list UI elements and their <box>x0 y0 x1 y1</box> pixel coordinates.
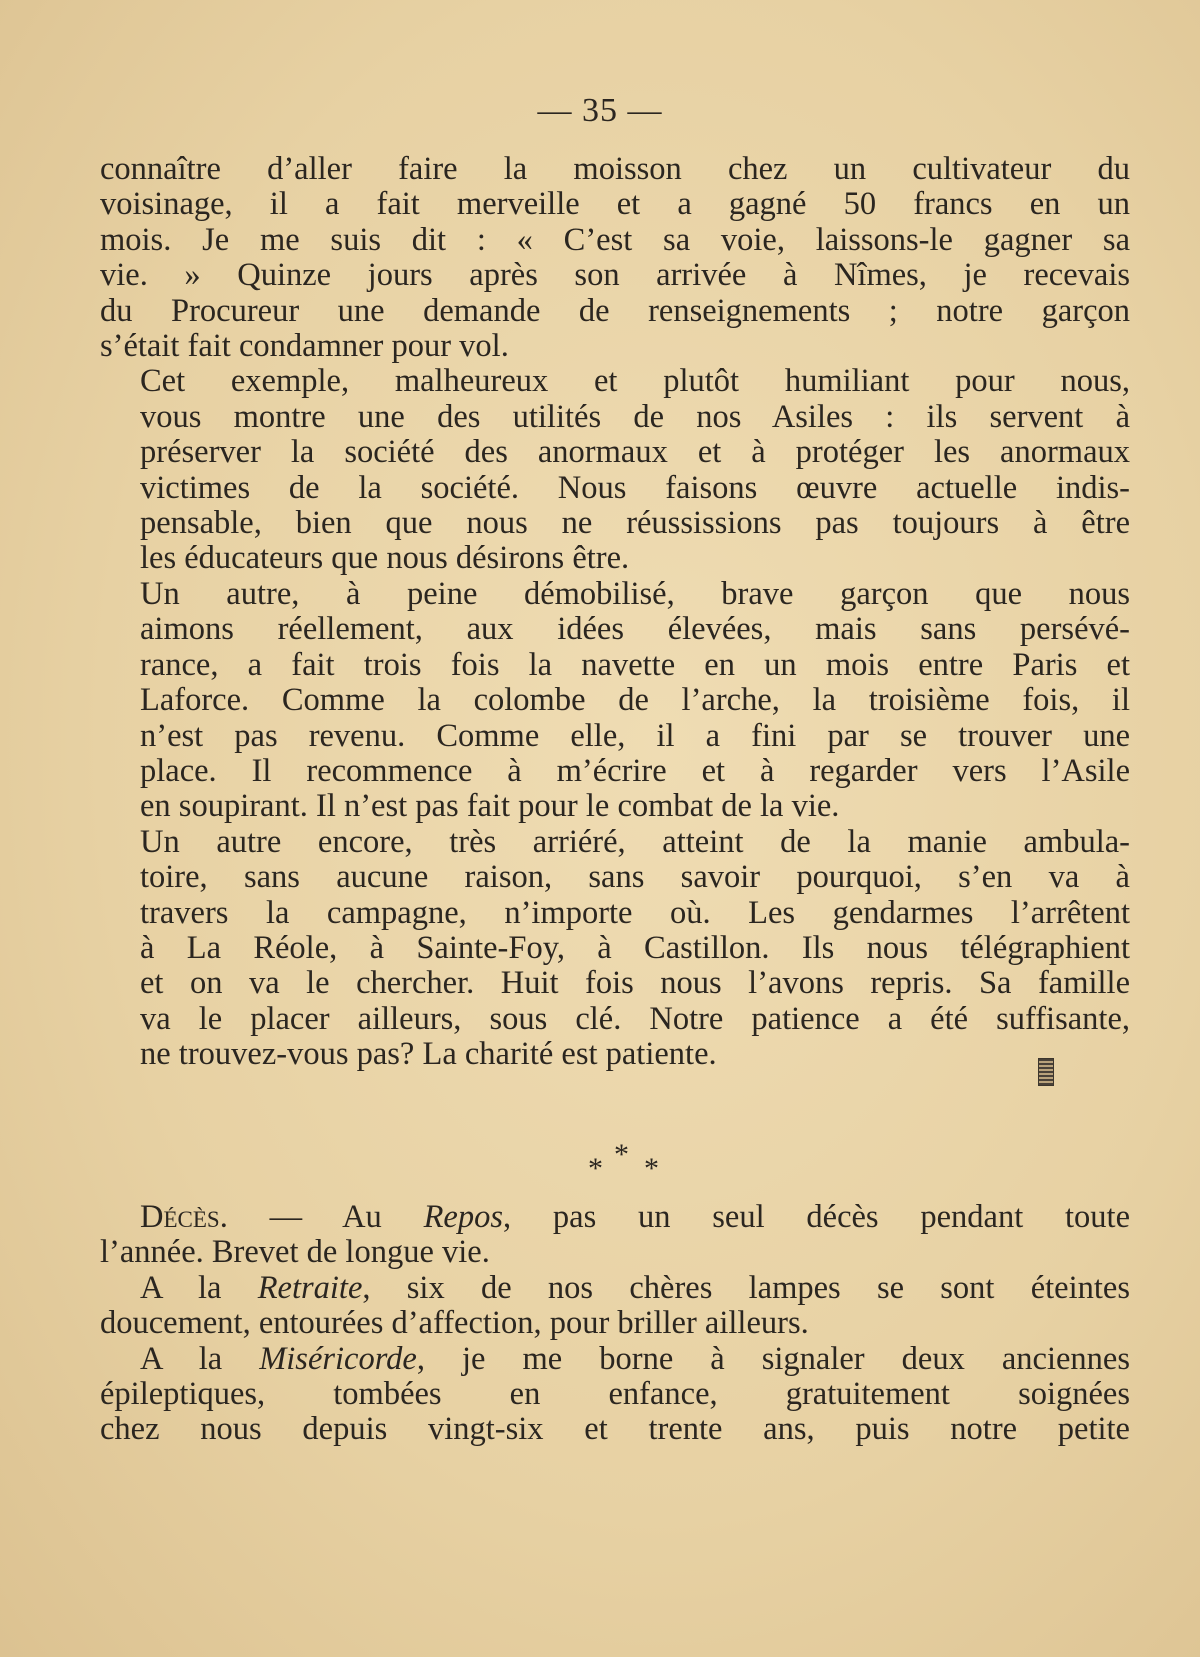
text-line: chez nous depuis vingt-six et trente ans, puis notre petite <box>100 1411 1130 1448</box>
text-line: pensable, bien que nous ne réussissions pas toujours à être <box>140 505 1130 542</box>
text-fragment: A la <box>140 1340 260 1377</box>
text-line: en soupirant. Il n’est pas fait pour le combat de la vie. <box>140 788 840 825</box>
text-line: Un autre, à peine démobilisé, brave garçon que nous <box>140 575 1130 612</box>
text-fragment: , pas un seul décès pendant toute <box>503 1199 1130 1235</box>
text-line <box>100 1271 1130 1306</box>
text-line: doucement, entourées d’affection, pour briller ailleurs. <box>100 1305 809 1342</box>
place-name-retraite: Retraite <box>257 1269 363 1306</box>
text-line: les éducateurs que nous désirons être. <box>140 540 630 577</box>
section-2-text <box>100 1200 1130 1448</box>
page-number: — 35 — <box>537 92 663 129</box>
place-name-repos: Repos <box>423 1199 504 1235</box>
text-line: victimes de la société. Nous faisons œuvre actuelle indis- <box>140 469 1130 506</box>
text-fragment: , six de nos chères lampes se sont éteintes <box>362 1269 1130 1306</box>
text-line: et on va le chercher. Huit fois nous l’avons repris. Sa famille <box>140 965 1130 1002</box>
text-line: préserver la société des anormaux et à protéger les anormaux <box>140 434 1130 471</box>
text-line: vous montre une des utilités de nos Asiles : ils servent à <box>140 398 1130 435</box>
asterisk-icon: * <box>588 1152 603 1185</box>
place-name-misericorde: Miséricorde <box>259 1340 417 1377</box>
text-line: du Procureur une demande de renseignements ; notre garçon <box>100 292 1130 329</box>
paragraph-retraite <box>100 1271 1130 1342</box>
text-line: aimons réellement, aux idées élevées, mais sans persévé- <box>140 611 1130 648</box>
asterisk-icon: * <box>644 1152 659 1185</box>
text-line: vie. » Quinze jours après son arrivée à Nîmes, je recevais <box>100 257 1130 294</box>
paragraph-1 <box>100 152 1130 364</box>
stamp-mark-icon <box>1038 1058 1054 1086</box>
section-separator <box>0 1138 1200 1185</box>
text-fragment: A la <box>140 1269 258 1306</box>
deces-heading: Décès. <box>140 1199 228 1235</box>
text-line: ne trouvez-vous pas? La charité est patiente. <box>140 1036 717 1073</box>
asterisk-icon: * <box>614 1138 629 1171</box>
paragraph-deces <box>100 1200 1130 1271</box>
text-line: à La Réole, à Sainte-Foy, à Castillon. Ils nous télégraphient <box>140 929 1130 966</box>
paragraph-3 <box>100 577 1130 825</box>
text-fragment: , je me borne à signaler deux anciennes <box>416 1340 1130 1377</box>
text-line: Un autre encore, très arriéré, atteint de la manie ambula- <box>140 823 1130 860</box>
text-line: place. Il recommence à m’écrire et à regarder vers l’Asile <box>140 752 1130 789</box>
text-line: mois. Je me suis dit : « C’est sa voie, laissons-le gagner sa <box>100 221 1130 258</box>
text-line: rance, a fait trois fois la navette en un mois entre Paris et <box>140 646 1130 683</box>
paragraph-2 <box>100 364 1130 576</box>
text-line <box>100 1342 1130 1377</box>
text-line: Cet exemple, malheureux et plutôt humiliant pour nous, <box>140 363 1130 400</box>
text-line: voisinage, il a fait merveille et a gagné 50 francs en un <box>100 186 1130 223</box>
text-line: n’est pas revenu. Comme elle, il a fini par se trouver une <box>140 717 1130 754</box>
text-line: toire, sans aucune raison, sans savoir pourquoi, s’en va à <box>140 859 1130 896</box>
text-fragment: — Au <box>227 1199 424 1235</box>
text-line: travers la campagne, n’importe où. Les gendarmes l’arrêtent <box>140 894 1130 931</box>
text-line <box>100 1200 1130 1235</box>
text-line: s’était fait condamner pour vol. <box>100 328 509 365</box>
section-1-text <box>100 152 1130 1073</box>
text-line: l’année. Brevet de longue vie. <box>100 1234 490 1271</box>
paragraph-4 <box>100 825 1130 1073</box>
text-line: épileptiques, tombées en enfance, gratuitement soignées <box>100 1376 1130 1413</box>
paragraph-misericorde <box>100 1342 1130 1448</box>
text-line: connaître d’aller faire la moisson chez un cultivateur du <box>100 151 1130 187</box>
text-line: Laforce. Comme la colombe de l’arche, la troisième fois, il <box>140 682 1130 719</box>
text-line: va le placer ailleurs, sous clé. Notre patience a été suffisante, <box>140 1000 1130 1037</box>
